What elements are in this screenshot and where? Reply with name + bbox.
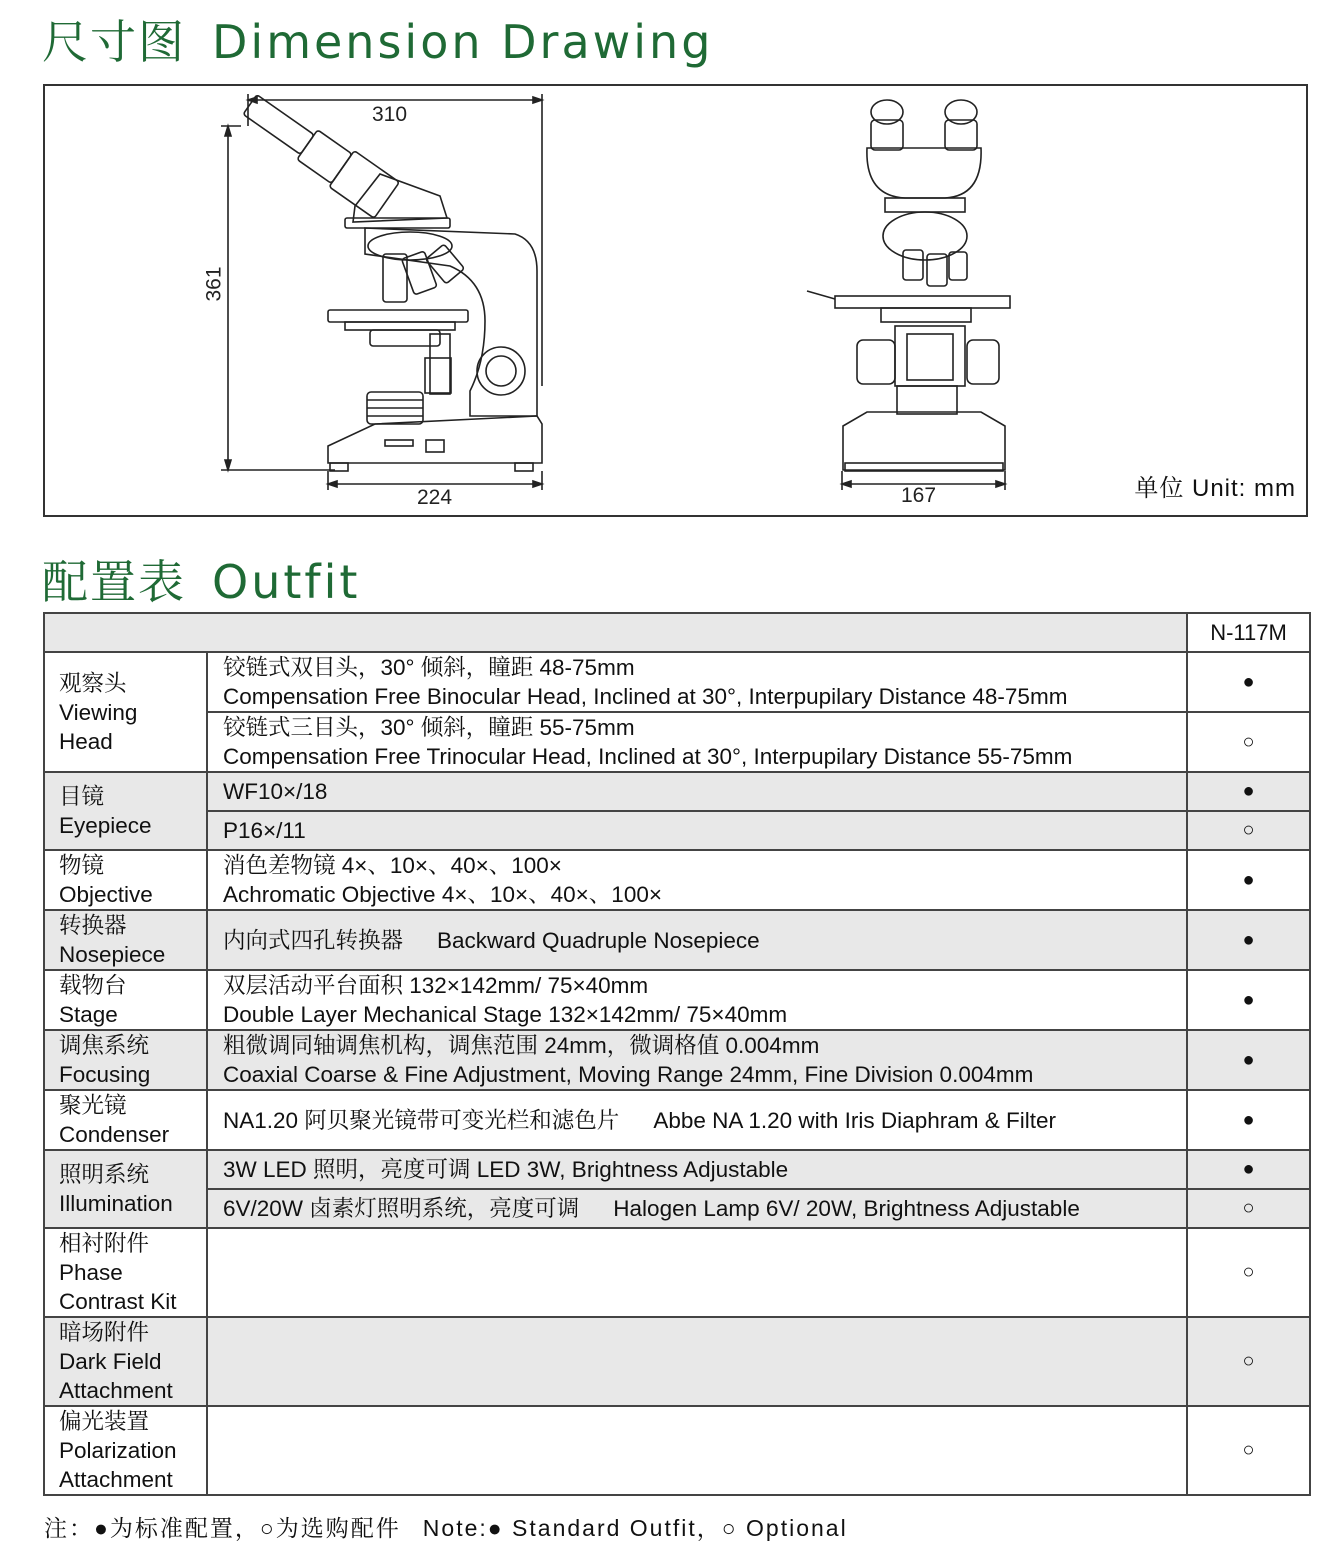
category-phase-contrast: 相衬附件 Phase Contrast Kit: [44, 1228, 207, 1317]
category-focusing: 调焦系统 Focusing: [44, 1030, 207, 1090]
standard-mark: ●: [1187, 910, 1310, 970]
item-description: 粗微调同轴调焦机构，调焦范围 24mm，微调格值 0.004mm Coaxial Coarse & Fine Adjustment, Moving Range 24mm, Fine Division 0.004mm: [207, 1030, 1187, 1090]
table-row: [44, 1150, 1310, 1189]
standard-mark: ●: [1187, 652, 1310, 712]
table-row: [44, 1090, 1310, 1150]
item-description: [207, 1406, 1187, 1495]
optional-mark: ○: [1187, 1406, 1310, 1495]
category-viewing-head: 观察头 Viewing Head: [44, 652, 207, 772]
category-objective: 物镜 Objective: [44, 850, 207, 910]
table-header-row: [44, 613, 1310, 652]
item-description: 铰链式双目头，30° 倾斜，瞳距 48-75mm Compensation Free Binocular Head, Inclined at 30°, Interpupilary Distance 48-75mm: [207, 652, 1187, 712]
side-base-width-label: 224: [417, 486, 453, 509]
standard-mark: ●: [1187, 772, 1310, 811]
table-row: [44, 1030, 1310, 1090]
category-polarization: 偏光装置 Polarization Attachment: [44, 1406, 207, 1495]
table-row: [44, 1317, 1310, 1406]
optional-mark: ○: [1187, 712, 1310, 772]
header-blank: [44, 613, 1187, 652]
table-row: [44, 1228, 1310, 1317]
item-description: 6V/20W 卤素灯照明系统，亮度可调 Halogen Lamp 6V/ 20W, Brightness Adjustable: [207, 1189, 1187, 1228]
item-description: 消色差物镜 4×、10×、40×、100× Achromatic Objective 4×、10×、40×、100×: [207, 850, 1187, 910]
dimension-section-title: [42, 6, 713, 72]
standard-mark: ●: [1187, 1030, 1310, 1090]
category-dark-field: 暗场附件 Dark Field Attachment: [44, 1317, 207, 1406]
outfit-table: [43, 612, 1311, 1496]
table-row: [44, 850, 1310, 910]
item-description: [207, 1317, 1187, 1406]
dimension-title-en: Dimension Drawing: [212, 15, 714, 69]
item-description: 双层活动平台面积 132×142mm/ 75×40mm Double Layer Mechanical Stage 132×142mm/ 75×40mm: [207, 970, 1187, 1030]
table-row: [44, 1189, 1310, 1228]
outfit-section-title: [42, 546, 360, 612]
dimension-title-cn: 尺寸图: [42, 15, 186, 69]
table-row: [44, 970, 1310, 1030]
front-base-width-label: 167: [901, 484, 937, 507]
note-en: Note:● Standard Outfit，○ Optional: [422, 1515, 848, 1541]
category-condenser: 聚光镜 Condenser: [44, 1090, 207, 1150]
category-nosepiece: 转换器 Nosepiece: [44, 910, 207, 970]
standard-mark: ●: [1187, 1150, 1310, 1189]
category-stage: 载物台 Stage: [44, 970, 207, 1030]
category-illumination: 照明系统 Illumination: [44, 1150, 207, 1228]
table-row: [44, 772, 1310, 811]
item-description: 3W LED 照明，亮度可调 LED 3W, Brightness Adjustable: [207, 1150, 1187, 1189]
optional-mark: ○: [1187, 811, 1310, 850]
optional-mark: ○: [1187, 1189, 1310, 1228]
category-eyepiece: 目镜 Eyepiece: [44, 772, 207, 850]
outfit-title-en: Outfit: [212, 555, 361, 609]
optional-mark: ○: [1187, 1228, 1310, 1317]
table-row: [44, 910, 1310, 970]
unit-label: 单位 Unit: mm: [1134, 475, 1296, 502]
legend-note: [44, 1510, 848, 1543]
table-row: [44, 712, 1310, 772]
item-description: 内向式四孔转换器 Backward Quadruple Nosepiece: [207, 910, 1187, 970]
item-description: [207, 1228, 1187, 1317]
standard-mark: ●: [1187, 850, 1310, 910]
item-description: P16×/11: [207, 811, 1187, 850]
standard-mark: ●: [1187, 1090, 1310, 1150]
item-description: WF10×/18: [207, 772, 1187, 811]
note-cn: 注：●为标准配置，○为选购配件: [44, 1515, 401, 1541]
dimension-drawing-panel: [43, 84, 1308, 517]
optional-mark: ○: [1187, 1317, 1310, 1406]
table-row: [44, 1406, 1310, 1495]
model-header: N-117M: [1187, 613, 1310, 652]
side-height-label: 361: [202, 266, 226, 302]
item-description: 铰链式三目头，30° 倾斜，瞳距 55-75mm Compensation Free Trinocular Head, Inclined at 30°, Interpupilary Distance 55-75mm: [207, 712, 1187, 772]
item-description: NA1.20 阿贝聚光镜带可变光栏和滤色片 Abbe NA 1.20 with Iris Diaphram & Filter: [207, 1090, 1187, 1150]
side-width-label: 310: [372, 103, 408, 126]
outfit-title-cn: 配置表: [42, 555, 186, 609]
table-row: [44, 811, 1310, 850]
table-row: [44, 652, 1310, 712]
standard-mark: ●: [1187, 970, 1310, 1030]
side-view-drawing: [45, 86, 1308, 517]
